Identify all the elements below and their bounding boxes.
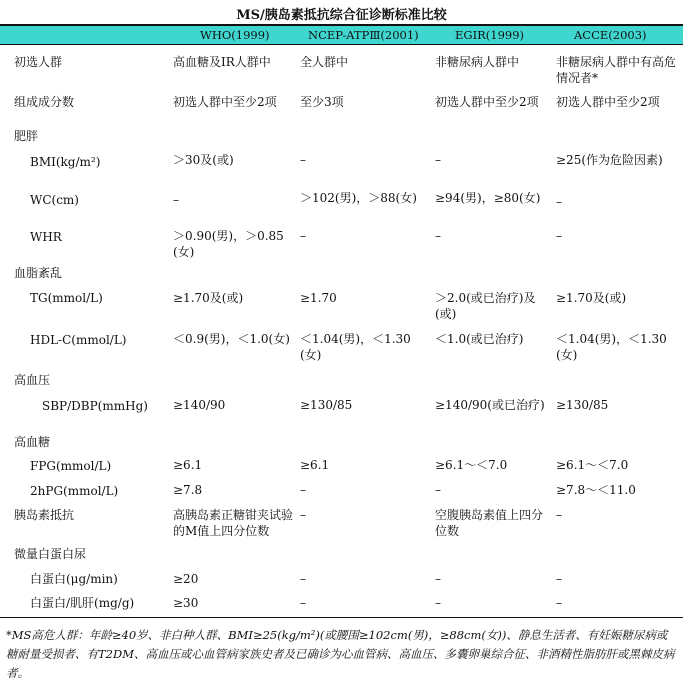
row-cell: –	[435, 572, 441, 586]
row-label: TG(mmol/L)	[30, 291, 103, 305]
row-cell: –	[556, 195, 562, 209]
row-label: BMI(kg/m²)	[30, 155, 101, 169]
row-label: SBP/DBP(mmHg)	[42, 399, 148, 413]
row-label: FPG(mmol/L)	[30, 459, 112, 473]
row-label: 白蛋白/肌肝(mg/g)	[30, 596, 135, 610]
row-cell: ≥6.1	[300, 458, 330, 472]
row-label: 初选人群	[14, 55, 63, 69]
bottom-rule	[0, 617, 683, 618]
row-cell: –	[556, 229, 562, 243]
row-cell: –	[300, 229, 306, 243]
row-cell: ＜1.04(男)，＜1.30(女)	[556, 332, 667, 362]
row-label: 2hPG(mmol/L)	[30, 484, 119, 498]
row-label: HDL-C(mmol/L)	[30, 333, 127, 347]
header-egir: EGIR(1999)	[455, 28, 525, 42]
row-cell: ＞0.90(男)，＞0.85(女)	[173, 229, 284, 259]
section-label: 微量白蛋白尿	[14, 547, 87, 561]
row-cell: 初选人群中至少2项	[435, 95, 539, 109]
row-cell: ＞102(男)，＞88(女)	[300, 191, 417, 205]
row-cell: –	[556, 508, 562, 522]
row-cell: 非糖尿病人群中有高危情况者*	[556, 55, 677, 85]
row-cell: –	[300, 153, 306, 167]
row-cell: ≥25(作为危险因素)	[556, 153, 663, 167]
row-cell: ≥1.70及(或)	[173, 291, 244, 305]
row-cell: ＜0.9(男)，＜1.0(女)	[173, 332, 290, 346]
row-cell: ≥140/90	[173, 398, 226, 412]
row-cell: ＞2.0(或已治疗)及(或)	[435, 291, 536, 321]
row-label: 组成成分数	[14, 95, 75, 109]
row-cell: –	[435, 153, 441, 167]
footnote: *MS高危人群：年龄≥40岁、非白种人群、BMI≥25(kg/m²)(或腰围≥102cm(男)，≥88cm(女))、静息生活者、有妊娠糖尿病或糖耐量受损者、有T2DM、高血压或心血管病家族史者及已确诊为心血管病、高血压、多囊卵巢综合征、非酒精性脂肪肝或黑棘皮病者。	[6, 628, 675, 680]
section-label: 胰岛素抵抗	[14, 508, 75, 522]
row-cell: ≥7.8	[173, 483, 203, 497]
header-acce: ACCE(2003)	[574, 28, 647, 42]
row-cell: ≥140/90(或已治疗)	[435, 398, 545, 412]
section-label: 高血压	[14, 373, 51, 387]
row-cell: –	[300, 572, 306, 586]
header-rule	[0, 44, 683, 45]
row-label: 白蛋白(μg/min)	[30, 572, 118, 586]
section-label: 血脂紊乱	[14, 266, 63, 280]
row-cell: –	[300, 483, 306, 497]
row-cell: ≥6.1	[173, 458, 203, 472]
row-cell: –	[556, 596, 562, 610]
row-cell: ≥130/85	[300, 398, 353, 412]
row-cell: 至少3项	[300, 95, 344, 109]
row-cell: –	[435, 483, 441, 497]
row-cell: ＜1.04(男)，＜1.30(女)	[300, 332, 411, 362]
row-cell: –	[556, 572, 562, 586]
table-title: MS/胰岛素抵抗综合征诊断标准比较	[236, 8, 447, 23]
row-cell: ≥130/85	[556, 398, 609, 412]
row-cell: 初选人群中至少2项	[173, 95, 277, 109]
row-cell: ≥20	[173, 572, 199, 586]
row-cell: ≥1.70及(或)	[556, 291, 627, 305]
row-cell: 全人群中	[300, 55, 349, 69]
row-cell: –	[300, 508, 306, 522]
row-cell: ＞30及(或)	[173, 153, 234, 167]
row-cell: 初选人群中至少2项	[556, 95, 660, 109]
row-cell: ≥30	[173, 596, 199, 610]
row-label: WHR	[30, 230, 62, 244]
row-cell: 高胰岛素正糖钳夹试验的M值上四分位数	[173, 508, 294, 538]
row-cell: ＜1.0(或已治疗)	[435, 332, 524, 346]
row-cell: –	[300, 596, 306, 610]
row-cell: 非糖尿病人群中	[435, 55, 520, 69]
header-who: WHO(1999)	[200, 28, 270, 42]
row-cell: ≥1.70	[300, 291, 337, 305]
row-cell: ≥6.1～＜7.0	[556, 458, 629, 472]
row-cell: 高血糖及IR人群中	[173, 55, 271, 69]
row-cell: –	[435, 596, 441, 610]
row-cell: 空腹胰岛素值上四分位数	[435, 508, 544, 538]
row-cell: ≥7.8～＜11.0	[556, 483, 636, 497]
row-cell: –	[173, 193, 179, 207]
row-cell: ≥6.1～＜7.0	[435, 458, 508, 472]
row-cell: ≥94(男)，≥80(女)	[435, 191, 541, 205]
section-label: 肥胖	[14, 129, 39, 143]
row-label: WC(cm)	[30, 193, 79, 207]
header-ncep: NCEP-ATPⅢ(2001)	[308, 28, 419, 42]
row-cell: –	[435, 229, 441, 243]
section-label: 高血糖	[14, 435, 51, 449]
